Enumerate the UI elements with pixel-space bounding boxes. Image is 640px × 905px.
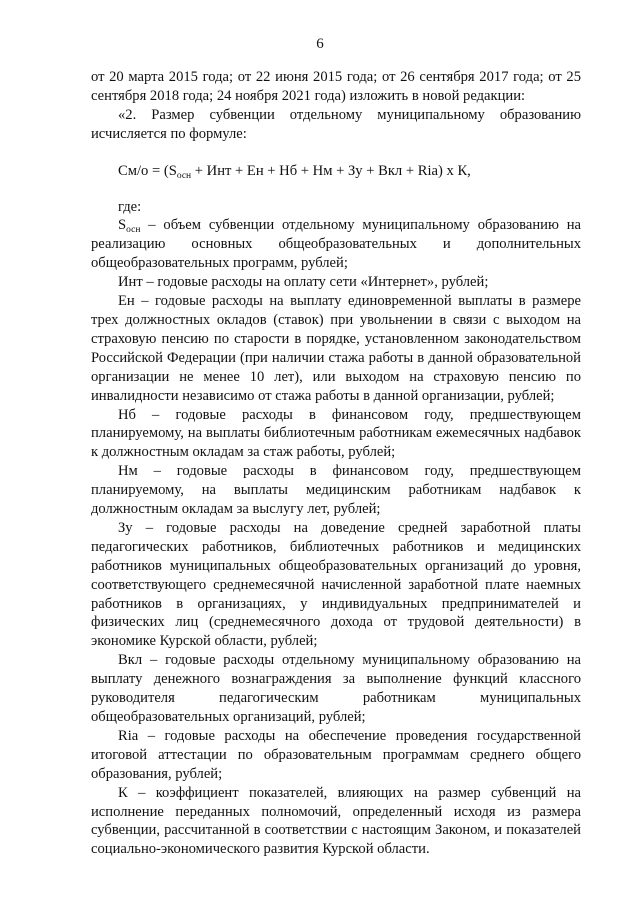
definition-k: К – коэффициент показателей, влияющих на размер субвенций на исполнение переданных полномочий, определенный исходя из размера субвенции, рассчитанной в соответствии с настоящим Законом, и показателей социально-экономического развития Курской области. (91, 784, 581, 858)
definition-ria: Riа – годовые расходы на обеспечение проведения государственной итоговой аттестации по образовательным программам среднего общего образования, рублей; (91, 727, 581, 782)
definition-s-osn (91, 216, 581, 273)
formula-prefix: См/о = (S (118, 162, 177, 179)
definition-en: Ен – годовые расходы на выплату единовременной выплаты в размере трех должностных окладов (ставок) при увольнении в связи с выходом на страховую пенсию по старости в порядке, установленном законодательством Российской Федерации (при наличии стажа работы в данной образовательной организации не менее 10 лет), или выходом на страховую пенсию по инвалидности независимо от стажа работы в данной организации, рублей; (91, 293, 581, 404)
paragraph-gde: где: (118, 198, 142, 215)
s-osn-text: – объем субвенции отдельному муниципальному образованию на реализацию основных общеобразовательных и дополнительных общеобразовательных программ, рублей; (91, 217, 581, 272)
paragraph-clause-2: «2. Размер субвенции отдельному муниципальному образованию исчисляется по формуле: (91, 106, 581, 142)
paragraph-intro: от 20 марта 2015 года; от 22 июня 2015 года; от 26 сентября 2017 года; от 25 сентября 2018 года; 24 ноября 2021 года) изложить в новой редакции: (91, 69, 581, 104)
s-osn-subscript: осн (126, 225, 141, 236)
formula-rest: + Инт + Ен + Нб + Нм + Зу + Вкл + Riа) х К, (191, 162, 471, 179)
definition-int: Инт – годовые расходы на оплату сети «Интернет», рублей; (118, 274, 489, 291)
definition-zu: Зу – годовые расходы на доведение средней заработной платы педагогических работников, библиотечных работников и медицинских работников муниципальных общеобразовательных организаций до уровня, соответствующего среднемесячной начисленной заработной плате наемных работников в организациях, у индивидуальных предпринимателей и физических лиц (среднемесячного дохода от трудовой деятельности) в экономике Курской области, рублей; (91, 519, 581, 650)
definition-nm: Нм – годовые расходы в финансовом году, предшествующем планируемому, на выплаты медицинским работникам надбавок к должностным окладам за выслугу лет, рублей; (91, 463, 581, 518)
s-osn-symbol: S (118, 217, 127, 234)
definition-nb: Нб – годовые расходы в финансовом году, предшествующем планируемому, на выплаты библиотечным работникам ежемесячных надбавок к должностным окладам за стаж работы, рублей; (91, 406, 581, 461)
formula-subscript: осн (176, 170, 192, 181)
page-number: 6 (316, 36, 324, 52)
definition-vkl: Вкл – годовые расходы отдельному муниципальному образованию на выплату денежного вознаграждения за выполнение функций классного руководителя педагогическим работникам муниципальных общеобразовательных организаций, рублей; (91, 652, 581, 725)
document-body (91, 68, 581, 859)
formula (91, 162, 581, 181)
